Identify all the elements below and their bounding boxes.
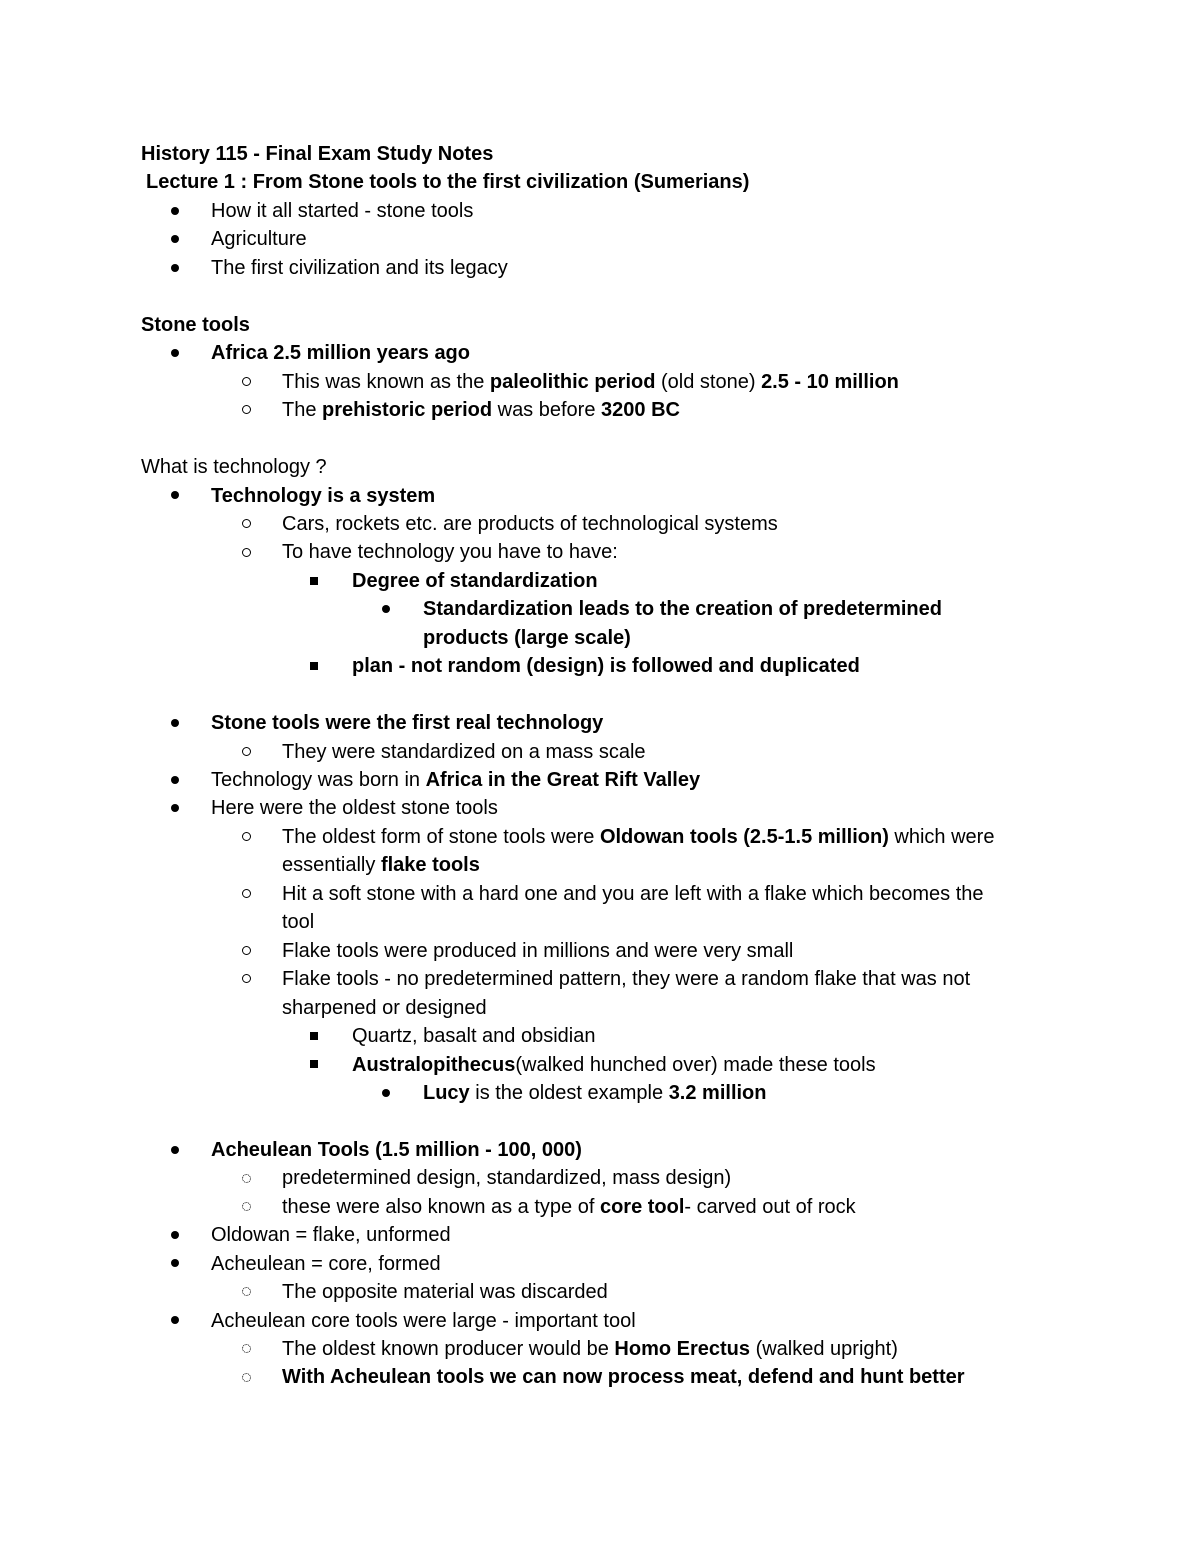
bullet-square-icon [304,652,324,680]
note-text [211,197,473,225]
blank-line [0,681,1200,709]
note-text [282,937,793,965]
lecture-heading: Lecture 1 : From Stone tools to the first civilization (Sumerians) [146,171,750,193]
note-line [0,1079,1200,1107]
note-line [0,482,1200,510]
bullet-circle-icon [236,965,256,993]
note-text [282,1164,731,1192]
bullet-disc-icon [165,254,185,282]
note-line [0,1136,1200,1164]
bold-text-run: Lucy [423,1081,470,1104]
note-line [0,709,1200,737]
note-text [352,652,860,680]
bullet-disc-icon [165,1307,185,1335]
bullet-dotted-circle-icon [236,1193,256,1221]
note-line [0,1335,1200,1363]
note-text [423,624,631,652]
note-text [282,908,314,936]
document-title-line [0,140,1200,168]
note-line [0,225,1200,253]
blank-line [0,425,1200,453]
document-title: History 115 - Final Exam Study Notes [141,143,494,165]
text-run: - carved out of rock [684,1195,856,1218]
text-run: predetermined design, standardized, mass design) [282,1167,732,1190]
note-text [282,738,646,766]
note-line [0,453,1200,481]
note-line [0,851,1200,879]
note-text [282,1193,856,1221]
note-text [352,567,598,595]
text-run: Flake tools - no predetermined pattern, they were a random flake that was not [282,968,971,991]
note-line [0,794,1200,822]
text-run: these were also known as a type of [282,1195,600,1218]
note-text [423,595,942,623]
bullet-disc-icon [376,1079,396,1107]
note-text [282,1363,965,1391]
text-run: Agriculture [211,228,307,251]
note-text [282,368,899,396]
note-line [0,1164,1200,1192]
bold-text-run: Africa 2.5 million years ago [211,342,470,365]
bold-text-run: Africa in the Great Rift Valley [425,769,701,791]
bullet-disc-icon [165,794,185,822]
bullet-disc-icon [165,1221,185,1249]
bullet-square-icon [304,1022,324,1050]
bold-text-run: core tool [599,1195,685,1218]
note-text [211,254,508,282]
note-line [0,738,1200,766]
note-line [0,652,1200,680]
bullet-dotted-circle-icon [236,1363,256,1391]
text-run: The oldest known producer would be [282,1338,615,1360]
bullet-circle-icon [236,510,256,538]
text-run: Hit a soft stone with a hard one and you are left with a flake which becomes the [282,882,984,905]
note-line [0,538,1200,566]
text-run: (old stone) [655,370,762,393]
text-run: Here were the oldest stone tools [211,797,498,820]
note-line [0,595,1200,623]
bold-text-run: Australopithecus [352,1053,516,1076]
text-run: tool [282,911,315,934]
text-run: is the oldest example [469,1081,669,1104]
text-run: essentially [282,854,381,877]
bullet-disc-icon [165,339,185,367]
note-text [282,965,970,993]
note-text [211,1307,636,1335]
note-line [0,965,1200,993]
note-line [0,624,1200,652]
note-line [0,766,1200,794]
note-line [0,311,1200,339]
bold-text-run: paleolithic period [489,370,656,393]
bullet-circle-icon [236,738,256,766]
text-run: This was known as the [282,370,490,393]
bold-text-run: plan - not random (design) is followed and duplicated [352,655,860,678]
note-text [282,851,480,879]
text-run: (walked hunched over) made these tools [515,1053,876,1076]
note-text [211,339,470,367]
note-text [282,880,984,908]
note-line [0,1278,1200,1306]
bullet-disc-icon [165,1136,185,1164]
note-text [352,1051,876,1079]
bullet-circle-icon [236,368,256,396]
note-text [211,225,307,253]
note-line [0,567,1200,595]
note-text [211,766,700,794]
note-text [282,538,618,566]
note-line [0,994,1200,1022]
note-line [0,368,1200,396]
bullet-disc-icon [165,197,185,225]
note-text [282,994,487,1022]
text-run: They were standardized on a mass scale [282,740,646,763]
note-text [282,1335,898,1363]
bold-text-run: Standardization leads to the creation of predetermined [423,598,942,621]
note-line [0,510,1200,538]
bold-text-run: 3200 BC [601,399,680,422]
note-line [0,937,1200,965]
note-line [0,1363,1200,1391]
lecture-heading-line [0,168,1200,196]
text-run: What is technology ? [141,456,327,479]
bullet-circle-icon [236,823,256,851]
bold-text-run: Technology is a system [211,484,436,507]
bullet-square-icon [304,567,324,595]
bullet-dotted-circle-icon [236,1164,256,1192]
bold-text-run: Acheulean Tools (1.5 million - 100, 000) [211,1138,582,1161]
text-run: The oldest form of stone tools were [282,825,600,848]
bullet-disc-icon [165,482,185,510]
bullet-circle-icon [236,880,256,908]
note-text [211,794,498,822]
note-line [0,880,1200,908]
text-run: Acheulean core tools were large - important tool [211,1309,636,1332]
bold-text-run: Oldowan tools (2.5-1.5 million) [599,825,889,848]
bullet-circle-icon [236,937,256,965]
note-line [0,339,1200,367]
bold-text-run: 3.2 million [668,1081,767,1104]
note-text [282,510,778,538]
note-line [0,908,1200,936]
bullet-circle-icon [236,538,256,566]
text-run: How it all started - stone tools [211,200,474,222]
text-run: Cars, rockets etc. are products of technological systems [282,512,778,535]
note-line [0,1193,1200,1221]
note-line [0,1022,1200,1050]
text-run: Technology was born in [211,769,426,791]
bold-text-run: Stone tools [141,313,250,336]
bold-text-run: products (large scale) [423,626,631,649]
note-text [211,1250,441,1278]
bold-text-run: 2.5 - 10 million [761,370,899,393]
text-run: which were [888,825,995,848]
note-text [282,1278,608,1306]
blank-line [0,1107,1200,1135]
note-line [0,396,1200,424]
text-run: (walked upright) [750,1338,898,1360]
text-run: The opposite material was discarded [282,1281,608,1304]
bullet-dotted-circle-icon [236,1335,256,1363]
bullet-disc-icon [165,1250,185,1278]
note-line [0,1221,1200,1249]
note-line [0,823,1200,851]
bullet-disc-icon [165,709,185,737]
bold-text-run: Degree of standardization [352,569,598,592]
text-run: Acheulean = core, formed [211,1252,441,1275]
note-line [0,1307,1200,1335]
note-line [0,1051,1200,1079]
note-line [0,197,1200,225]
bold-text-run: Stone tools were the first real technology [211,712,604,735]
text-run: was before [492,399,602,422]
text-run: Flake tools were produced in millions and were very small [282,939,794,962]
bold-text-run: Homo Erectus [614,1338,751,1360]
note-text [423,1079,767,1107]
bullet-circle-icon [236,396,256,424]
bold-text-run: prehistoric period [322,399,493,422]
bullet-dotted-circle-icon [236,1278,256,1306]
note-text [282,396,680,424]
bullet-disc-icon [376,595,396,623]
note-text [211,482,435,510]
text-run: Quartz, basalt and obsidian [352,1025,596,1048]
text-run: sharpened or designed [282,996,487,1019]
text-run: To have technology you have to have: [282,541,618,564]
note-text [211,709,603,737]
note-line [0,1250,1200,1278]
note-text [282,823,994,851]
bold-text-run: With Acheulean tools we can now process meat, defend and hunt better [282,1366,965,1389]
note-line [0,254,1200,282]
note-text [211,1221,451,1249]
bullet-disc-icon [165,225,185,253]
note-text [352,1022,596,1050]
blank-line [0,282,1200,310]
text-run: The [282,399,323,422]
text-run: Oldowan = flake, unformed [211,1224,451,1247]
note-text [141,311,250,339]
note-text [211,1136,582,1164]
bold-text-run: flake tools [380,854,480,877]
note-text [141,453,327,481]
bullet-disc-icon [165,766,185,794]
bullet-square-icon [304,1051,324,1079]
text-run: The first civilization and its legacy [211,256,508,279]
